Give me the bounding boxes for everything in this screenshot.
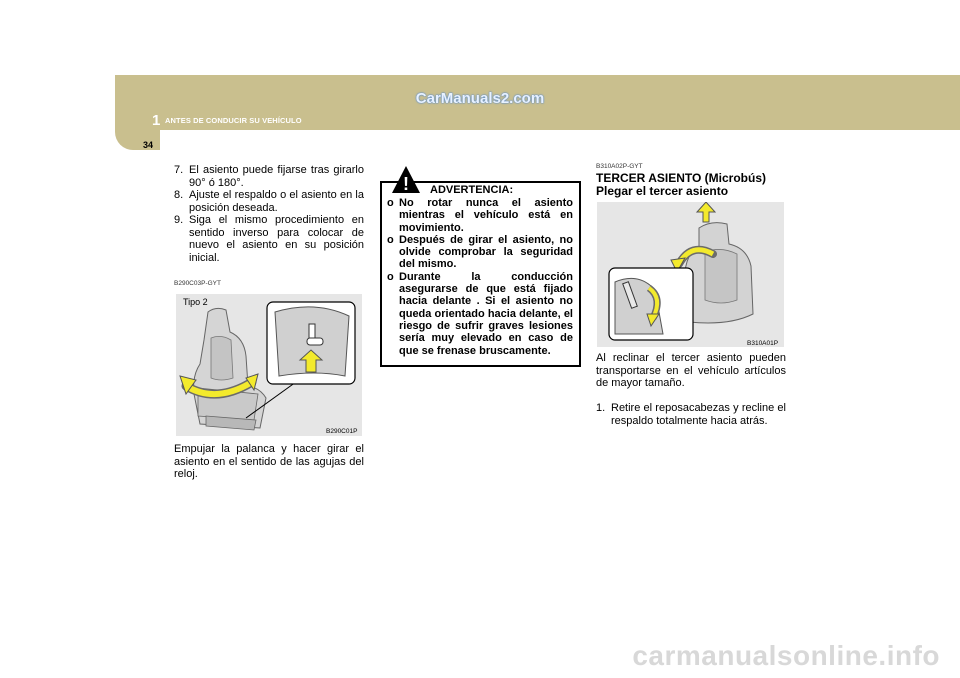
column-1 [174, 164, 364, 264]
step-text: Retire el reposacabezas y recline el respaldo totalmente hacia atrás. [611, 402, 786, 427]
section-subheading: Plegar el tercer asiento [596, 184, 729, 198]
seat-swivel-illustration [176, 294, 362, 436]
step-item: 9. Siga el mismo procedimiento en sentido inverso para colocar de nuevo el asiento en su posición inicial. [174, 214, 364, 264]
steps-list [174, 164, 364, 264]
warning-item: o Después de girar el asiento, no olvide comprobar la seguridad del mismo. [387, 233, 573, 271]
seat-figure [176, 294, 362, 436]
third-seat-figure [597, 202, 784, 347]
warning-item: o Durante la conducción asegurarse de que está fijado hacia delante . Si el asiento no queda orientado hacia delante, el riesgo de sufrir graves lesiones sería muy elevado en caso de que se frenase bruscamente. [387, 270, 573, 357]
ref-code: B310A02P-GYT [596, 163, 643, 170]
third-seat-illustration [597, 202, 784, 347]
figure-code: B310A01P [747, 340, 779, 347]
warning-title: ADVERTENCIA: [430, 184, 514, 196]
figure-code: B290C01P [326, 428, 358, 435]
page-corner [160, 130, 960, 150]
section-title: ANTES DE CONDUCIR SU VEHÍCULO [165, 116, 302, 125]
section-number: 1 [152, 112, 161, 129]
col3-step [596, 402, 786, 427]
section-heading: TERCER ASIENTO (Microbús) [596, 171, 767, 185]
step-item: 7. El asiento puede fijarse tras girarlo 90° ó 180°. [174, 164, 364, 189]
step-number: 1. [596, 402, 606, 414]
watermark-bottom[interactable]: carmanualsonline.info [632, 640, 940, 671]
warning-item: o No rotar nunca el asiento mientras el vehículo está en movimiento. [387, 197, 573, 234]
column-3 [596, 163, 786, 198]
warning-icon [391, 165, 421, 200]
ref-code: B290C03P-GYT [174, 280, 221, 287]
col1-paragraph: Empujar la palanca y hacer girar el asiento en el sentido de las agujas del reloj. [174, 443, 364, 480]
warning-list [387, 197, 573, 357]
warning-glyph: ! [403, 174, 409, 194]
figure-label: Tipo 2 [183, 297, 208, 307]
page-number: 34 [143, 140, 154, 150]
step-item: 8. Ajuste el respaldo o el asiento en la posición deseada. [174, 189, 364, 214]
col3-paragraph: Al reclinar el tercer asiento pueden transportarse en el vehículo artículos de mayor tamaño. [596, 352, 786, 389]
watermark-top[interactable]: CarManuals2.com [415, 90, 545, 107]
header-band-corner [115, 130, 160, 150]
